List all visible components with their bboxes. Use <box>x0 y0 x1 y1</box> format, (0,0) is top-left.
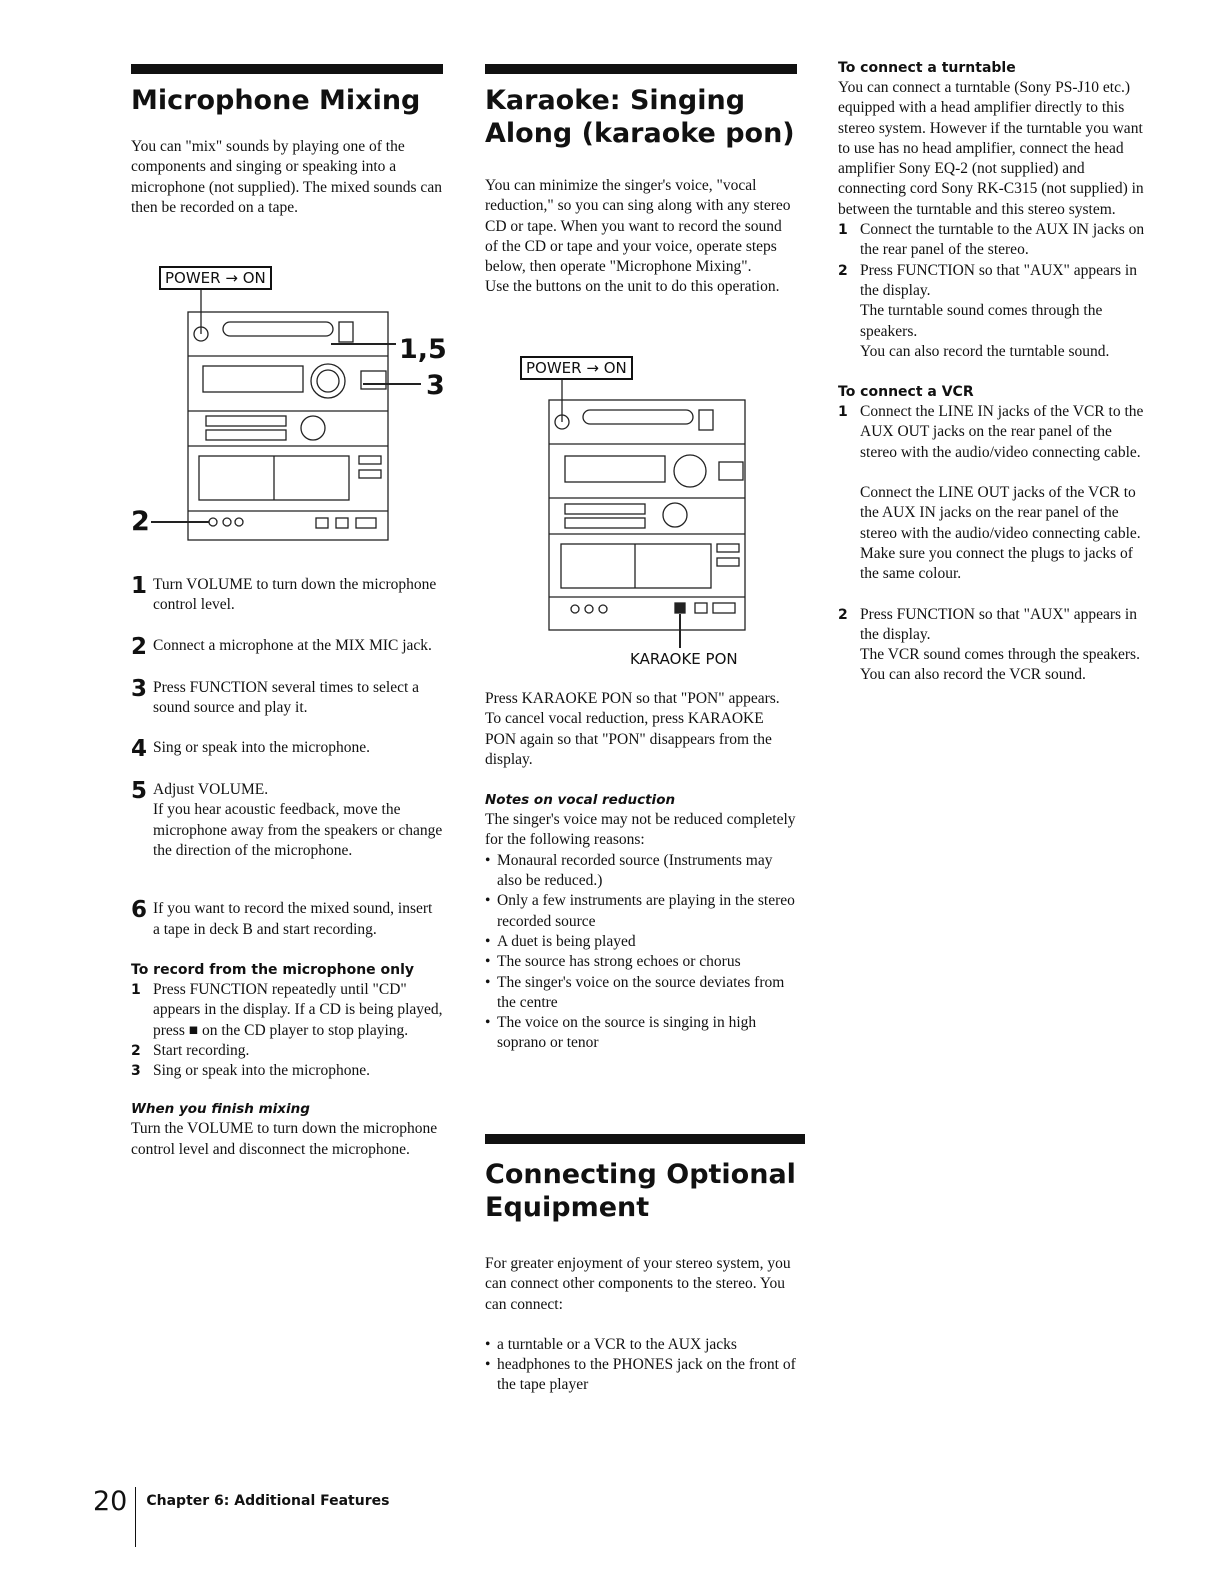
intro-text: You can "mix" sounds by playing one of the components and singing or speaking into a microphone (not supplied). The mixed sounds can then be recorded on a tape. <box>131 138 442 216</box>
press-karaoke-text: Press KARAOKE PON so that "PON" appears. To cancel vocal reduction, press KARAOKE PON again so that "PON" disappears from the display. <box>485 690 780 768</box>
turntable-intro: You can connect a turntable (Sony PS-J10 etc.) equipped with a head amplifier directly to this stereo system. However if the turntable you want to use has no head amplifier, connect the head amplifier Sony EQ-2 (not supplied) and connecting cord Sony RK-C315 (not supplied) in between the turntable and this stereo system. <box>838 79 1144 218</box>
stereo-figure-2 <box>485 352 797 674</box>
note-item: • The source has strong echoes or chorus <box>485 953 741 971</box>
column-microphone-mixing <box>131 64 443 218</box>
chapter-title: Chapter 6: Additional Features <box>146 1493 390 1509</box>
power-on-label: POWER → ON <box>159 266 272 290</box>
callout-3: 3 <box>426 370 445 401</box>
connect-item: • a turntable or a VCR to the AUX jacks <box>485 1335 737 1353</box>
karaoke-intro: You can minimize the singer's voice, "vocal reduction," so you can sing along with any stereo CD or tape. When you want to record the sound of the CD or tape and your voice, operate steps below, then operate "Microphone Mixing". Use the buttons on the unit to do this operation. <box>485 177 791 296</box>
step-1: 1 Turn VOLUME to turn down the microphone control level. <box>131 573 437 614</box>
connect-list <box>485 1335 797 1396</box>
page-number: 20 <box>93 1487 136 1547</box>
turntable-item-1: 1 Connect the turntable to the AUX IN jacks on the rear panel of the stereo. <box>838 221 1145 259</box>
section-rule <box>131 64 443 74</box>
karaoke-body <box>485 689 797 1054</box>
page-footer <box>93 1487 389 1547</box>
finish-text: Turn the VOLUME to turn down the microphone control level and disconnect the microphone. <box>131 1120 438 1158</box>
record-item-3: 3 Sing or speak into the microphone. <box>131 1062 370 1080</box>
step-5: 5 Adjust VOLUME. If you hear acoustic feedback, move the microphone away from the speakers or change the direction of the microphone. <box>131 778 443 860</box>
column-connecting <box>485 1134 805 1396</box>
section-title: Microphone Mixing <box>131 85 421 116</box>
finish-heading: When you finish mixing <box>131 1101 310 1118</box>
note-item: • Monaural recorded source (Instruments may also be reduced.) <box>485 851 773 890</box>
record-heading: To record from the microphone only <box>131 961 415 978</box>
stereo-figure-1 <box>131 266 461 551</box>
connect-intro: For greater enjoyment of your stereo system, you can connect other components to the stereo. You can connect: <box>485 1255 791 1313</box>
steps-list <box>131 575 443 1160</box>
note-item: • Only a few instruments are playing in the stereo recorded source <box>485 892 795 930</box>
step-2: 2 Connect a microphone at the MIX MIC jack. <box>131 633 432 660</box>
vcr-item-2: 2 Press FUNCTION so that "AUX" appears in the display. The VCR sound comes through the speakers. You can also record the VCR sound. <box>838 605 1140 684</box>
power-on-label: POWER → ON <box>520 356 633 380</box>
notes-intro: The singer's voice may not be reduced completely for the following reasons: <box>485 811 796 849</box>
turntable-heading: To connect a turntable <box>838 60 1016 76</box>
note-item: • The singer's voice on the source deviates from the centre <box>485 973 785 1011</box>
section-title: Karaoke: Singing Along (karaoke pon) <box>485 85 795 149</box>
section-title: Connecting Optional Equipment <box>485 1159 796 1223</box>
connect-item: • headphones to the PHONES jack on the front of the tape player <box>485 1356 796 1394</box>
note-item: • A duet is being played <box>485 932 636 950</box>
stereo-unit-drawing <box>131 266 461 551</box>
note-item: • The voice on the source is singing in high soprano or tenor <box>485 1014 757 1052</box>
stereo-unit-drawing <box>485 352 797 674</box>
vcr-item-1: 1 Connect the LINE IN jacks of the VCR to the AUX OUT jacks on the rear panel of the stereo with the audio/video connecting cable. Connect the LINE OUT jacks of the VCR to the AUX IN jacks on the rear panel of the stereo with the audio/video connecting cable. Make sure you connect the plugs to jacks of the same colour. <box>838 402 1150 584</box>
record-item-1: 1 Press FUNCTION repeatedly until "CD" appears in the display. If a CD is being played, press ■ on the CD player to stop playing. <box>131 980 443 1039</box>
turntable-item-2: 2 Press FUNCTION so that "AUX" appears in the display. The turntable sound comes through the speakers. You can also record the turntable sound. <box>838 261 1137 360</box>
vcr-line-out-text: Connect the LINE OUT jacks of the VCR to the AUX IN jacks on the rear panel of the stereo with the audio/video connecting cable. Make sure you connect the plugs to jacks of the same colour. <box>860 484 1141 583</box>
step-6: 6 If you want to record the mixed sound, insert a tape in deck B and start recording. <box>131 897 433 938</box>
karaoke-pon-caption: KARAOKE PON <box>630 650 738 668</box>
vcr-line-in-text: Connect the LINE IN jacks of the VCR to the AUX OUT jacks on the rear panel of the stereo with the audio/video connecting cable. <box>860 403 1144 461</box>
vcr-heading: To connect a VCR <box>838 384 974 401</box>
record-item-2: 2 Start recording. <box>131 1041 250 1059</box>
section-rule <box>485 64 797 74</box>
callout-1-5: 1,5 <box>399 334 447 365</box>
step-4: 4 Sing or speak into the microphone. <box>131 736 370 763</box>
column-connect-devices <box>838 58 1150 686</box>
column-karaoke <box>485 64 797 298</box>
notes-heading: Notes on vocal reduction <box>485 792 676 809</box>
section-rule <box>485 1134 805 1144</box>
callout-2: 2 <box>131 506 150 537</box>
step-3: 3 Press FUNCTION several times to select a sound source and play it. <box>131 675 420 716</box>
